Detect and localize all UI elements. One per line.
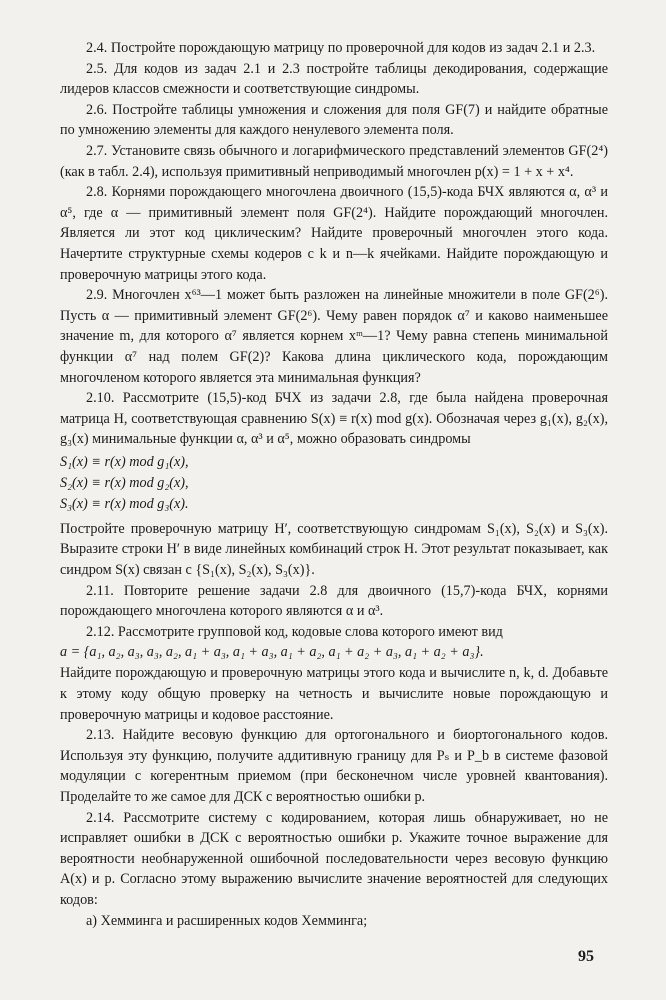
problem-2-9: 2.9. Многочлен x⁶³—1 может быть разложен на линейные множители в поле GF(2⁶). Пусть α — примитивный элемент GF(2⁶). Чему равен порядок α⁷ и каково наименьшее значение m, для которого α⁷ является корнем xᵐ—1? Чему равна степень минимальной функции α⁷ над полем GF(2)? Какова длина циклического кода, порождающим многочленом которого является эта минимальная функция? (60, 287, 608, 386)
problem-2-4: 2.4. Постройте порождающую матрицу по проверочной для кодов из задач 2.1 и 2.3. (86, 40, 596, 56)
problem-2-11: 2.11. Повторите решение задачи 2.8 для двоичного (15,7)-кода БЧХ, корнями порождающего многочлена которого являются α и α³. (60, 582, 608, 620)
formula-s3: S₃(x) ≡ r(x) mod g₃(x). (60, 495, 189, 512)
formula-s2: S₂(x) ≡ r(x) mod g₂(x), (60, 474, 189, 491)
problem-2-5: 2.5. Для кодов из задач 2.1 и 2.3 постройте таблицы декодирования, содержащие лидеров классов смежности и соответствующие синдромы. (60, 60, 608, 98)
problem-2-10-continuation: Постройте проверочную матрицу H′, соответствующую синдромам S₁(x), S₂(x) и S₃(x). Выразите строки H′ в виде линейных комбинаций строк H. Этот результат показывает, как синдром S(x) связан с {S₁(x), S₂(x), S₃(x)}. (60, 520, 608, 579)
problem-2-6: 2.6. Постройте таблицы умножения и сложения для поля GF(7) и найдите обратные по умножению элементы для каждого ненулевого элемента поля. (60, 101, 608, 139)
problem-2-13: 2.13. Найдите весовую функцию для ортогонального и биортогонального кодов. Используя эту функцию, получите аддитивную границу для Pₛ и P_b в системе фазовой модуляции с когерентным приемом (при бесконечном числе уровней квантования). Проделайте то же самое для ДСК с вероятностью ошибки p. (60, 727, 608, 805)
page-number: 95 (578, 948, 594, 965)
formula-s1: S₁(x) ≡ r(x) mod g₁(x), (60, 453, 189, 470)
syndrome-formulas (60, 452, 608, 515)
problem-2-7: 2.7. Установите связь обычного и логарифмического представлений элементов GF(2⁴) (как в табл. 2.4), используя примитивный неприводимый многочлен p(x) = 1 + x + x⁴. (60, 142, 608, 180)
list-item-a: а) Хемминга и расширенных кодов Хемминга; (86, 912, 368, 929)
problem-2-14: 2.14. Рассмотрите систему с кодированием, которая лишь обнаруживает, но не исправляет ошибки в ДСК с вероятностью ошибки p. Укажите точное выражение для вероятности необнаруженной ошибочной последовательности через весовую функцию A(x) и p. Согласно этому выражению вычислите значение вероятностей для следующих кодов: (60, 809, 608, 908)
problem-2-12-continuation: Найдите порождающую и проверочную матрицы этого кода и вычислите n, k, d. Добавьте к этому коду общую проверку на четность и вычислите новые порождающую и проверочную матрицы и кодовое расстояние. (60, 665, 608, 723)
formula-codeword: a = {a₁, a₂, a₃, a₃, a₂, a₁ + a₃, a₁ + a₃, a₁ + a₂, a₁ + a₂ + a₃, a₁ + a₂ + a₃}. (60, 644, 484, 661)
page-body (60, 38, 608, 931)
problem-2-12: 2.12. Рассмотрите групповой код, кодовые слова которого имеют вид (86, 623, 503, 640)
problem-2-8: 2.8. Корнями порождающего многочлена двоичного (15,5)-кода БЧХ являются α, α³ и α⁵, где α — примитивный элемент поля GF(2⁴). Найдите порождающий многочлен. Является ли этот код циклическим? Найдите проверочный многочлен этого кода. Начертите структурные схемы кодеров с k и n—k ячейками. Найдите порождающую и проверочную матрицы этого кода. (60, 184, 608, 283)
problem-2-10: 2.10. Рассмотрите (15,5)-код БЧХ из задачи 2.8, где была найдена проверочная матрица H, соответствующая сравнению S(x) ≡ r(x) mod g(x). Обозначая через g₁(x), g₂(x), g₃(x) минимальные функции α, α³ и α⁵, можно образовать синдромы (60, 390, 608, 448)
